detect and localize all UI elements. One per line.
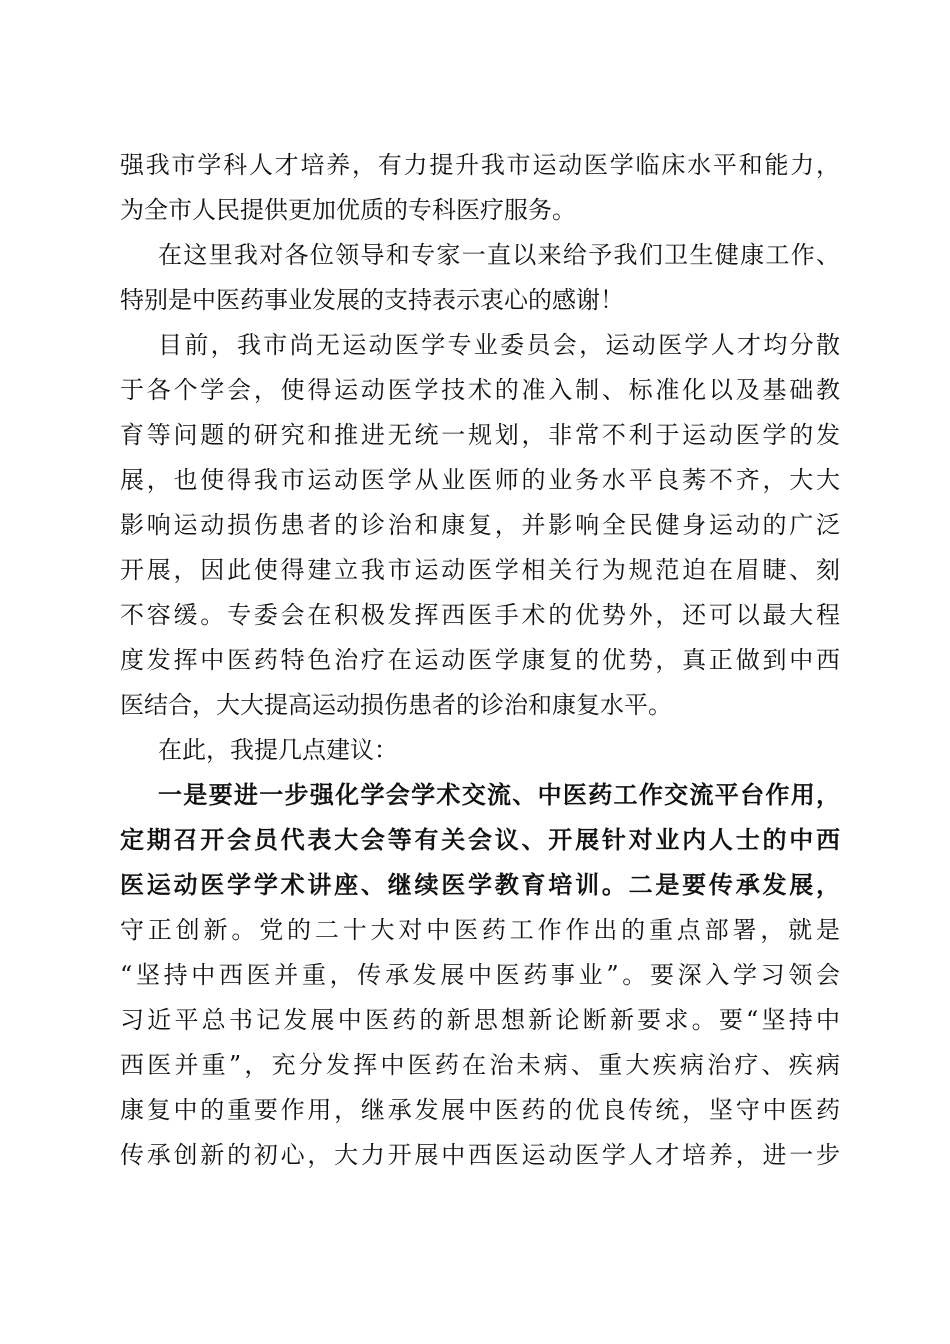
text-line: 定期召开会员代表大会等有关会议、开展针对业内人士的中西	[120, 825, 840, 854]
text-line: 守正创新。党的二十大对中医药工作作出的重点部署，就是	[120, 916, 840, 944]
text-line: 特别是中医药事业发展的支持表示衷心的感谢！	[120, 286, 624, 314]
text-line: 康复中的重要作用，继承发展中医药的优良传统，坚守中医药	[120, 1096, 840, 1124]
text-line: 不容缓。专委会在积极发挥西医手术的优势外，还可以最大程	[120, 601, 840, 629]
text-line: 展，也使得我市运动医学从业医师的业务水平良莠不齐，大大	[120, 466, 840, 494]
text-line: 医结合，大大提高运动损伤患者的诊治和康复水平。	[120, 691, 672, 719]
text-line: 为全市人民提供更加优质的专科医疗服务。	[120, 196, 576, 224]
text-line: “坚持中西医并重，传承发展中医药事业”。要深入学习领会	[120, 961, 840, 989]
text-line: 于各个学会，使得运动医学技术的准入制、标准化以及基础教	[120, 376, 840, 404]
text-line: 育等问题的研究和推进无统一规划，非常不利于运动医学的发	[120, 421, 840, 449]
text-line: 习近平总书记发展中医药的新思想新论断新要求。要“坚持中	[120, 1006, 840, 1034]
text-line: 西医并重”，充分发挥中医药在治未病、重大疾病治疗、疾病	[120, 1051, 840, 1079]
text-line: 目前，我市尚无运动医学专业委员会，运动医学人才均分散	[158, 331, 840, 359]
text-line: 传承创新的初心，大力开展中西医运动医学人才培养，进一步	[120, 1141, 840, 1169]
text-line: 医运动医学学术讲座、继续医学教育培训。二是要传承发展，	[120, 870, 840, 899]
text-line: 一是要进一步强化学会学术交流、中医药工作交流平台作用，	[158, 780, 840, 809]
text-line: 度发挥中医药特色治疗在运动医学康复的优势，真正做到中西	[120, 646, 840, 674]
text-line: 在此，我提几点建议：	[158, 736, 398, 764]
text-line: 影响运动损伤患者的诊治和康复，并影响全民健身运动的广泛	[120, 511, 840, 539]
text-line: 开展，因此使得建立我市运动医学相关行为规范迫在眉睫、刻	[120, 556, 840, 584]
text-line: 在这里我对各位领导和专家一直以来给予我们卫生健康工作、	[158, 241, 840, 269]
text-line: 强我市学科人才培养，有力提升我市运动医学临床水平和能力，	[120, 151, 840, 179]
